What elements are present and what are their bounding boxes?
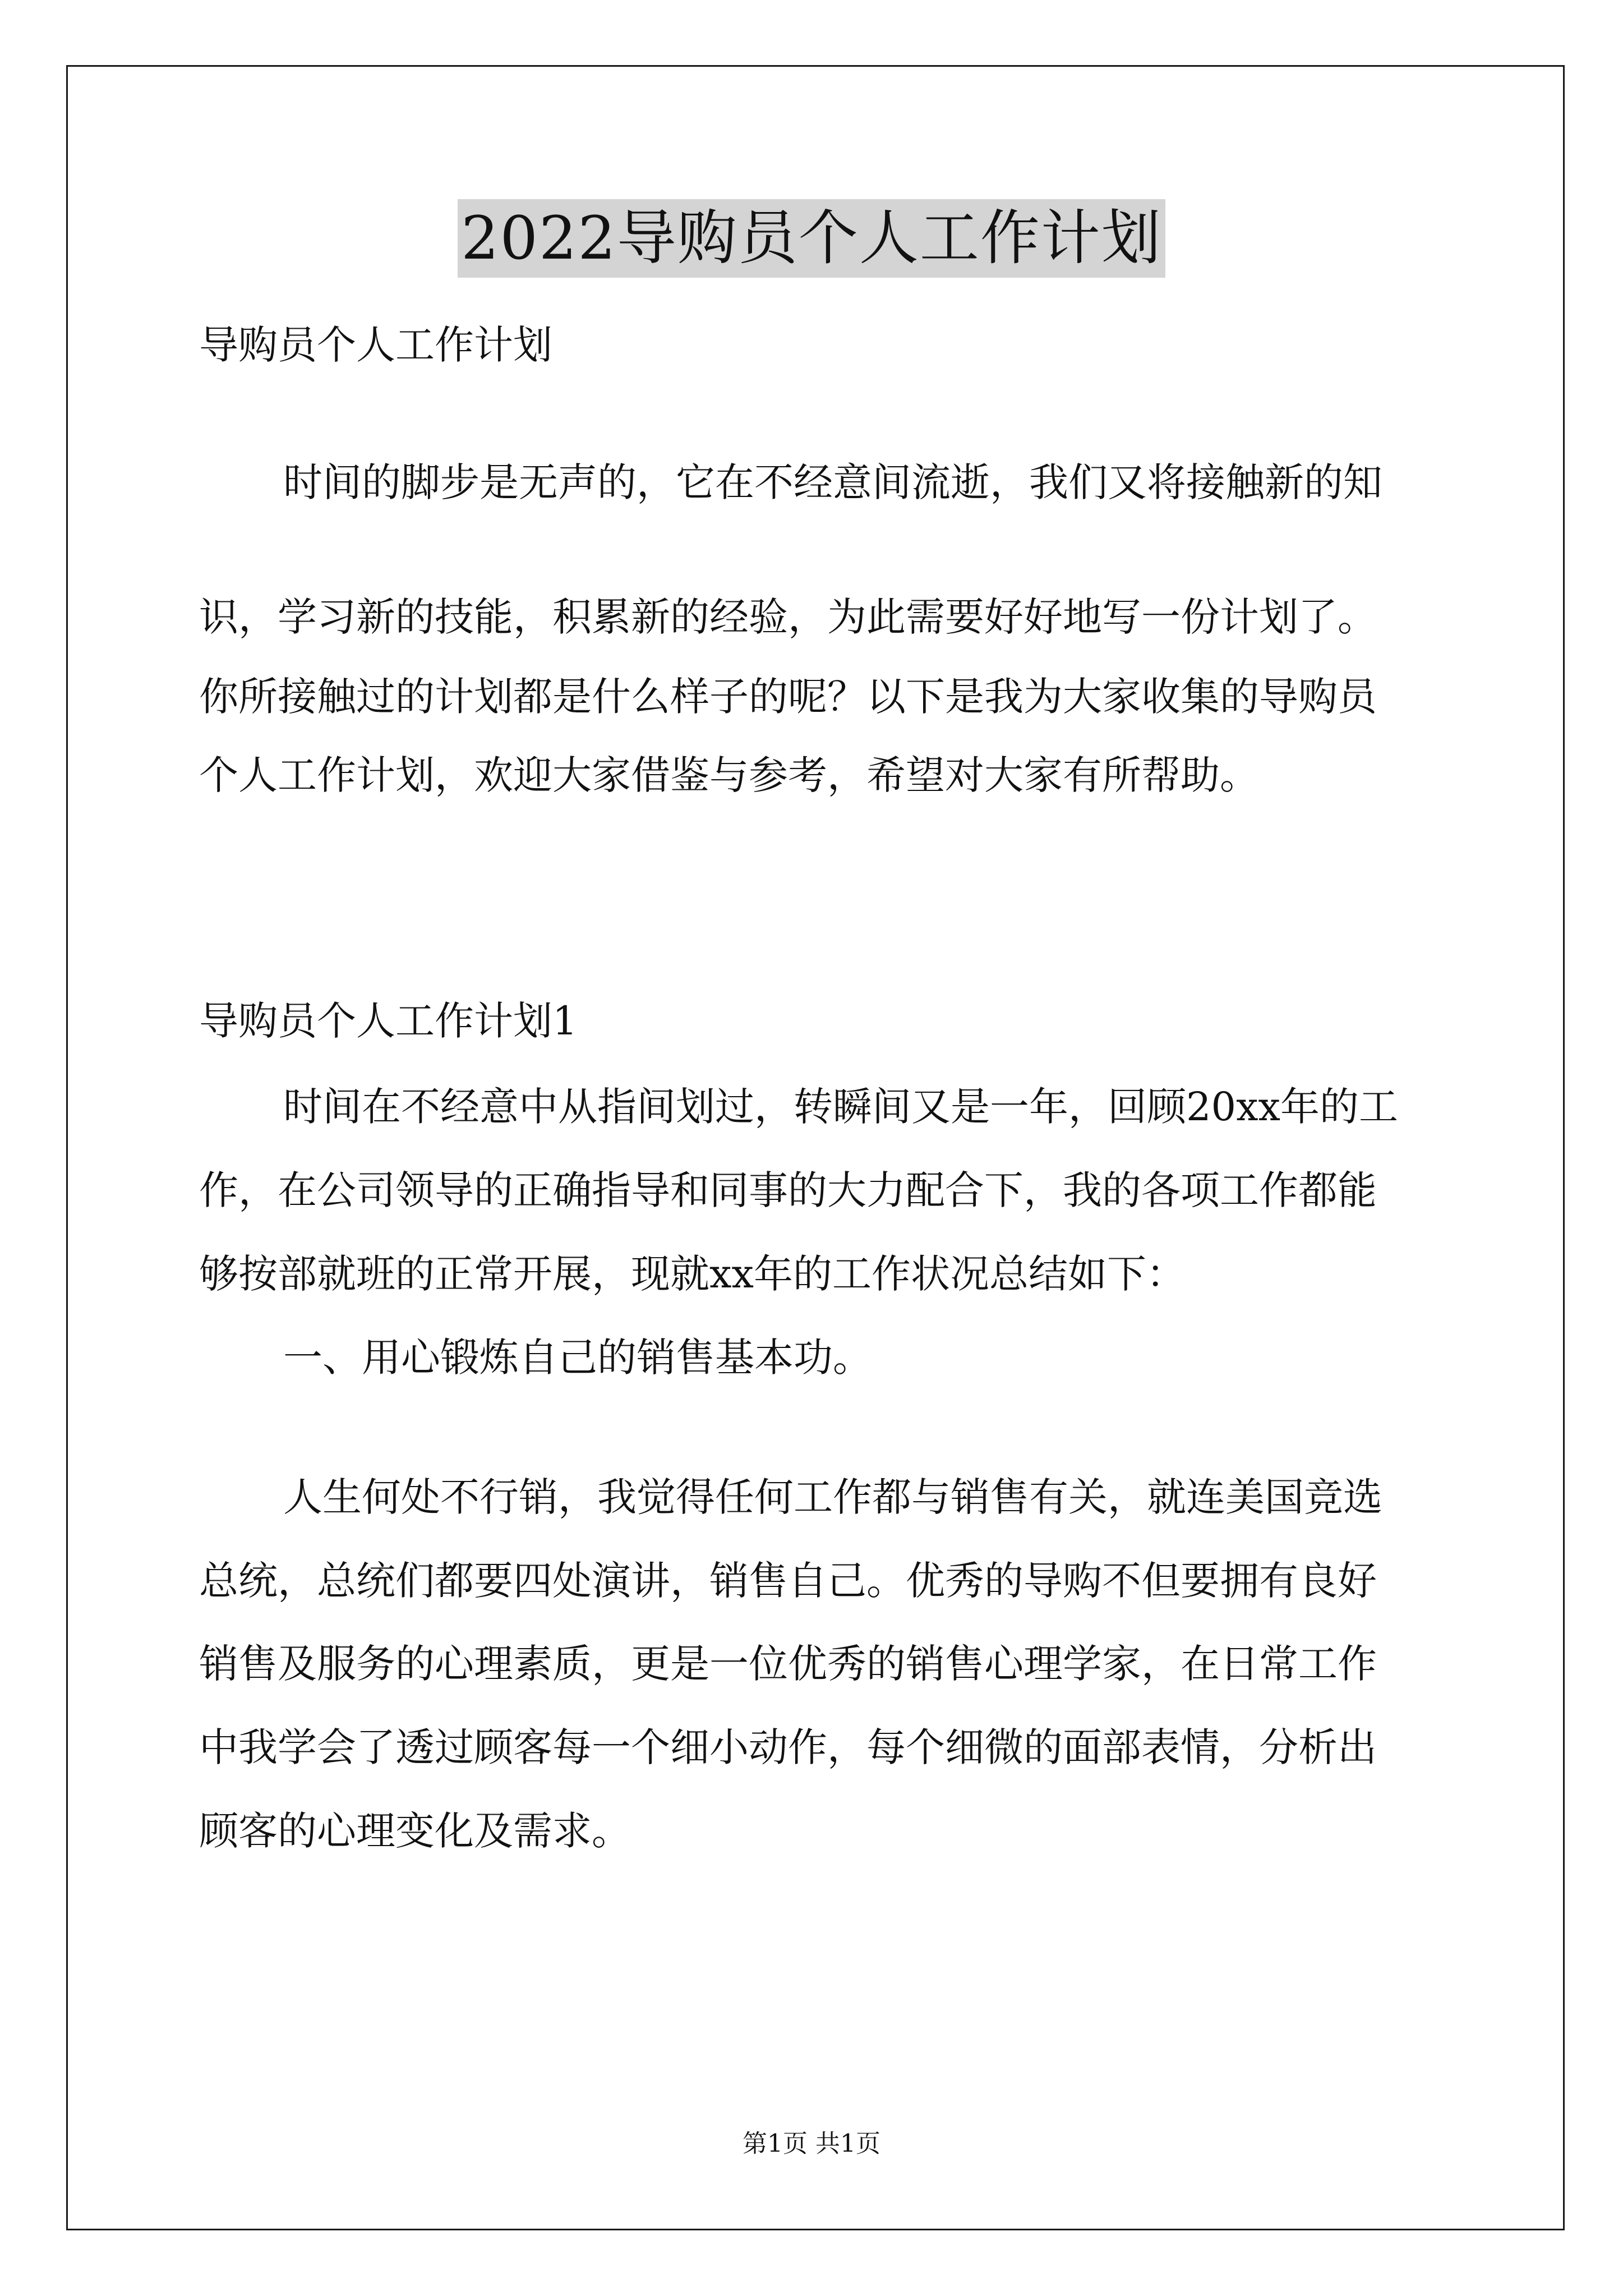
paragraph-line: 个人工作计划，欢迎大家借鉴与参考，希望对大家有所帮助。 [199,752,1259,798]
paragraph-line: 作，在公司领导的正确指导和同事的大力配合下，我的各项工作都能 [199,1167,1377,1213]
paragraph-line: 销售及服务的心理素质，更是一位优秀的销售心理学家，在日常工作 [199,1641,1377,1687]
paragraph-line: 够按部就班的正常开展，现就xx年的工作状况总结如下： [199,1251,1186,1297]
paragraph-line: 时间在不经意中从指间划过，转瞬间又是一年，回顾20xx年的工 [283,1084,1399,1130]
title-container [0,199,1623,278]
paragraph-line: 总统，总统们都要四处演讲，销售自己。优秀的导购不但要拥有良好 [199,1558,1377,1604]
subsection-heading: 一、用心锻炼自己的销售基本功。 [283,1335,872,1381]
page-footer: 第1页 共1页 [743,2129,880,2158]
page-border [66,65,1565,2230]
paragraph-line: 顾客的心理变化及需求。 [199,1808,631,1854]
subtitle-line: 导购员个人工作计划 [199,322,552,368]
section-heading: 导购员个人工作计划1 [199,998,578,1044]
paragraph-line: 识，学习新的技能，积累新的经验，为此需要好好地写一份计划了。 [199,594,1377,640]
paragraph-line: 你所接触过的计划都是什么样子的呢？以下是我为大家收集的导购员 [199,674,1377,720]
paragraph-line: 时间的脚步是无声的，它在不经意间流逝，我们又将接触新的知 [283,459,1382,505]
paragraph-line: 中我学会了透过顾客每一个细小动作，每个细微的面部表情，分析出 [199,1724,1377,1770]
paragraph-line: 人生何处不行销，我觉得任何工作都与销售有关，就连美国竞选 [283,1474,1382,1520]
document-title: 2022导购员个人工作计划 [458,199,1165,278]
